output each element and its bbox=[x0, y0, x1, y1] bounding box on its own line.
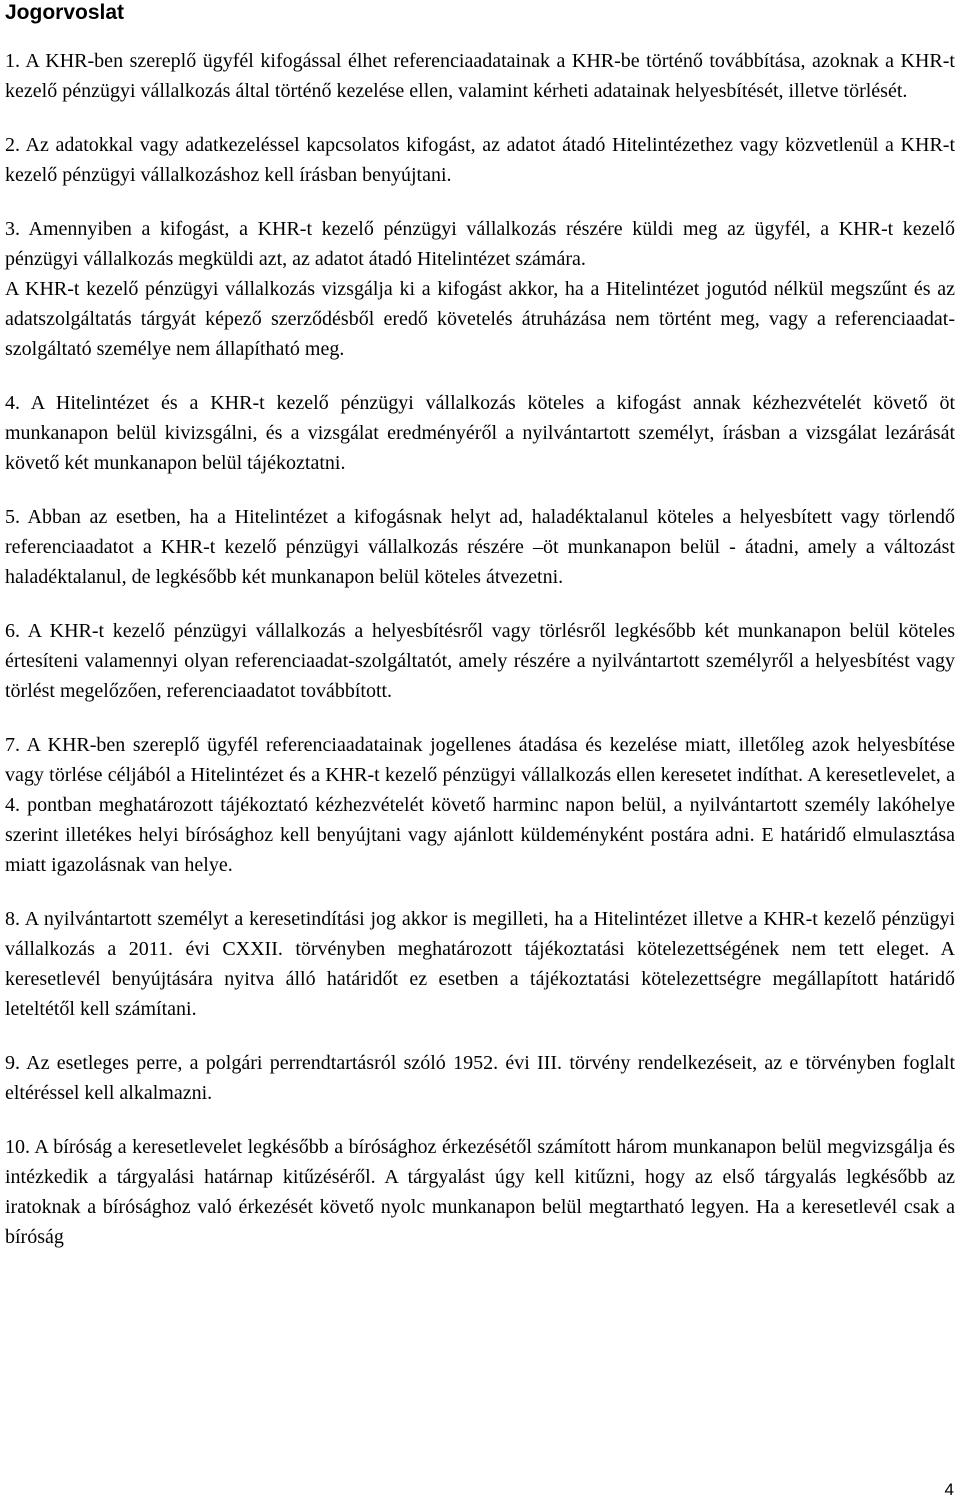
paragraph-2: 2. Az adatokkal vagy adatkezeléssel kapcsolatos kifogást, az adatot átadó Hitelintézethez vagy közvetlenül a KHR-t kezelő pénzügyi vállalkozáshoz kell írásban benyújtani. bbox=[5, 134, 955, 186]
paragraph-6: 6. A KHR-t kezelő pénzügyi vállalkozás a helyesbítésről vagy törlésről legkésőbb két munkanapon belül köteles értesíteni valamennyi olyan referenciaadat-szolgáltatót, amely részére a nyilvántartott személyről a helyesbítést vagy törlést megelőzően, referenciaadatot továbbított. bbox=[5, 620, 955, 702]
paragraph-4: 4. A Hitelintézet és a KHR-t kezelő pénzügyi vállalkozás köteles a kifogást annak kézhezvételét követő öt munkanapon belül kivizsgálni, és a vizsgálat eredményéről a nyilvántartott személyt, írásban a vizsgálat lezárását követő két munkanapon belül tájékoztatni. bbox=[5, 392, 955, 474]
paragraph-10: 10. A bíróság a keresetlevelet legkésőbb a bírósághoz érkezésétől számított három munkanapon belül megvizsgálja és intézkedik a tárgyalási határnap kitűzéséről. A tárgyalást úgy kell kitűzni, hogy az első tárgyalás legkésőbb az iratoknak a bírósághoz való érkezését követő nyolc munkanapon belül megtartható legyen. Ha a keresetlevél csak a bíróság bbox=[5, 1136, 955, 1248]
paragraph-3-continuation: A KHR-t kezelő pénzügyi vállalkozás vizsgálja ki a kifogást akkor, ha a Hitelintézet jogutód nélkül megszűnt és az adatszolgáltatás tárgyát képező szerződésből eredő követelés átruházása nem történt meg, vagy a referenciaadat-szolgáltató személye nem állapítható meg. bbox=[5, 278, 955, 360]
section-heading: Jogorvoslat bbox=[5, 1, 125, 24]
paragraph-8: 8. A nyilvántartott személyt a keresetindítási jog akkor is megilleti, ha a Hitelintézet illetve a KHR-t kezelő pénzügyi vállalkozás a 2011. évi CXXII. törvényben meghatározott tájékoztatási kötelezettségének nem tett eleget. A keresetlevél benyújtására nyitva álló határidőt ez esetben a tájékoztatási kötelezettségre megállapított határidő leteltétől kell számítani. bbox=[5, 908, 955, 1020]
page-number: 4 bbox=[944, 1480, 954, 1499]
document-page bbox=[5, 0, 955, 1276]
paragraph-5: 5. Abban az esetben, ha a Hitelintézet a kifogásnak helyt ad, haladéktalanul köteles a helyesbített vagy törlendő referenciaadatot a KHR-t kezelő pénzügyi vállalkozás részére –öt munkanapon belül - átadni, amely a változást haladéktalanul, de legkésőbb két munkanapon belül köteles átvezetni. bbox=[5, 506, 955, 588]
paragraph-7: 7. A KHR-ben szereplő ügyfél referenciaadatainak jogellenes átadása és kezelése miatt, illetőleg azok helyesbítése vagy törlése céljából a Hitelintézet és a KHR-t kezelő pénzügyi vállalkozás ellen keresetet indíthat. A keresetlevelet, a 4. pontban meghatározott tájékoztató kézhezvételét követő harminc napon belül, a nyilvántartott személy lakóhelye szerint illetékes helyi bírósághoz kell benyújtani vagy ajánlott küldeményként postára adni. E határidő elmulasztása miatt igazolásnak van helye. bbox=[5, 734, 955, 876]
paragraph-1: 1. A KHR-ben szereplő ügyfél kifogással élhet referenciaadatainak a KHR-be történő továbbítása, azoknak a KHR-t kezelő pénzügyi vállalkozás által történő kezelése ellen, valamint kérheti adatainak helyesbítését, illetve törlését. bbox=[5, 50, 955, 102]
paragraph-9: 9. Az esetleges perre, a polgári perrendtartásról szóló 1952. évi III. törvény rendelkezéseit, az e törvényben foglalt eltéréssel kell alkalmazni. bbox=[5, 1052, 955, 1104]
paragraph-3: 3. Amennyiben a kifogást, a KHR-t kezelő pénzügyi vállalkozás részére küldi meg az ügyfél, a KHR-t kezelő pénzügyi vállalkozás megküldi azt, az adatot átadó Hitelintézet számára. bbox=[5, 218, 955, 270]
